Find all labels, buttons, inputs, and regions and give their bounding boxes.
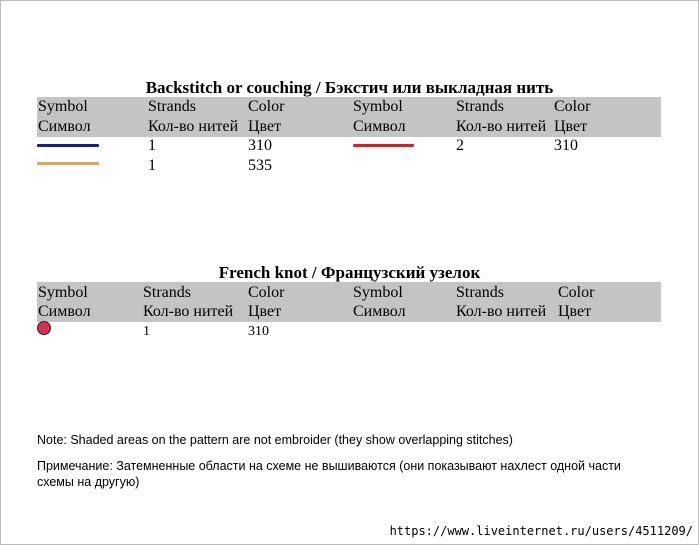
fk-right-symbol-ru: Символ xyxy=(353,303,406,320)
bs-left-symbol-en: Symbol xyxy=(38,98,88,115)
fk-left-symbol-ru: Символ xyxy=(38,303,91,320)
bs-right-color-en: Color xyxy=(554,98,591,115)
fk-left-strands-ru: Кол-во нитей xyxy=(143,303,234,320)
fk-right-color-en: Color xyxy=(558,284,595,301)
french-knot-dot-symbol xyxy=(37,321,51,335)
note-russian: Примечание: Затемненные области на схеме не вышиваются (они показывают нахлест одной части схемы на другую) xyxy=(37,459,621,489)
fk-right-color-ru: Цвет xyxy=(558,303,592,320)
bs-row-strands: 1 xyxy=(148,137,156,154)
note-english: Note: Shaded areas on the pattern are not embroider (they show overlapping stitches) xyxy=(37,433,513,447)
bs-left-strands-en: Strands xyxy=(148,98,196,115)
bs-left-color-en: Color xyxy=(248,98,285,115)
fk-left-color-ru: Цвет xyxy=(248,303,282,320)
french-knot-title: French knot / Французский узелок xyxy=(218,263,481,282)
fk-row-color: 310 xyxy=(248,324,269,339)
backstitch-line-symbol xyxy=(37,162,99,165)
fk-left-strands-en: Strands xyxy=(143,284,191,301)
bs-right-strands-ru: Кол-во нитей xyxy=(456,118,547,135)
bs-left-color-ru: Цвет xyxy=(248,118,282,135)
bs-row-strands: 2 xyxy=(456,137,464,154)
footer-url: https://www.liveinternet.ru/users/4511209/ xyxy=(389,524,693,538)
bs-right-symbol-en: Symbol xyxy=(353,98,403,115)
fk-left-color-en: Color xyxy=(248,284,285,301)
bs-row-color: 535 xyxy=(248,157,272,174)
fk-right-strands-en: Strands xyxy=(456,284,504,301)
bs-left-symbol-ru: Символ xyxy=(38,118,91,135)
fk-left-symbol-en: Symbol xyxy=(38,284,88,301)
bs-right-strands-en: Strands xyxy=(456,98,504,115)
backstitch-line-symbol xyxy=(353,144,414,147)
fk-right-strands-ru: Кол-во нитей xyxy=(456,303,547,320)
backstitch-line-symbol xyxy=(37,144,99,147)
backstitch-title: Backstitch or couching / Бэкстич или выкладная нить xyxy=(145,78,554,97)
bs-row-color: 310 xyxy=(248,137,272,154)
fk-row-strands: 1 xyxy=(143,324,150,339)
bs-row-color: 310 xyxy=(554,137,578,154)
bs-left-strands-ru: Кол-во нитей xyxy=(148,118,239,135)
bs-row-strands: 1 xyxy=(148,157,156,174)
bs-right-color-ru: Цвет xyxy=(554,118,588,135)
fk-right-symbol-en: Symbol xyxy=(353,284,403,301)
bs-right-symbol-ru: Символ xyxy=(353,118,406,135)
